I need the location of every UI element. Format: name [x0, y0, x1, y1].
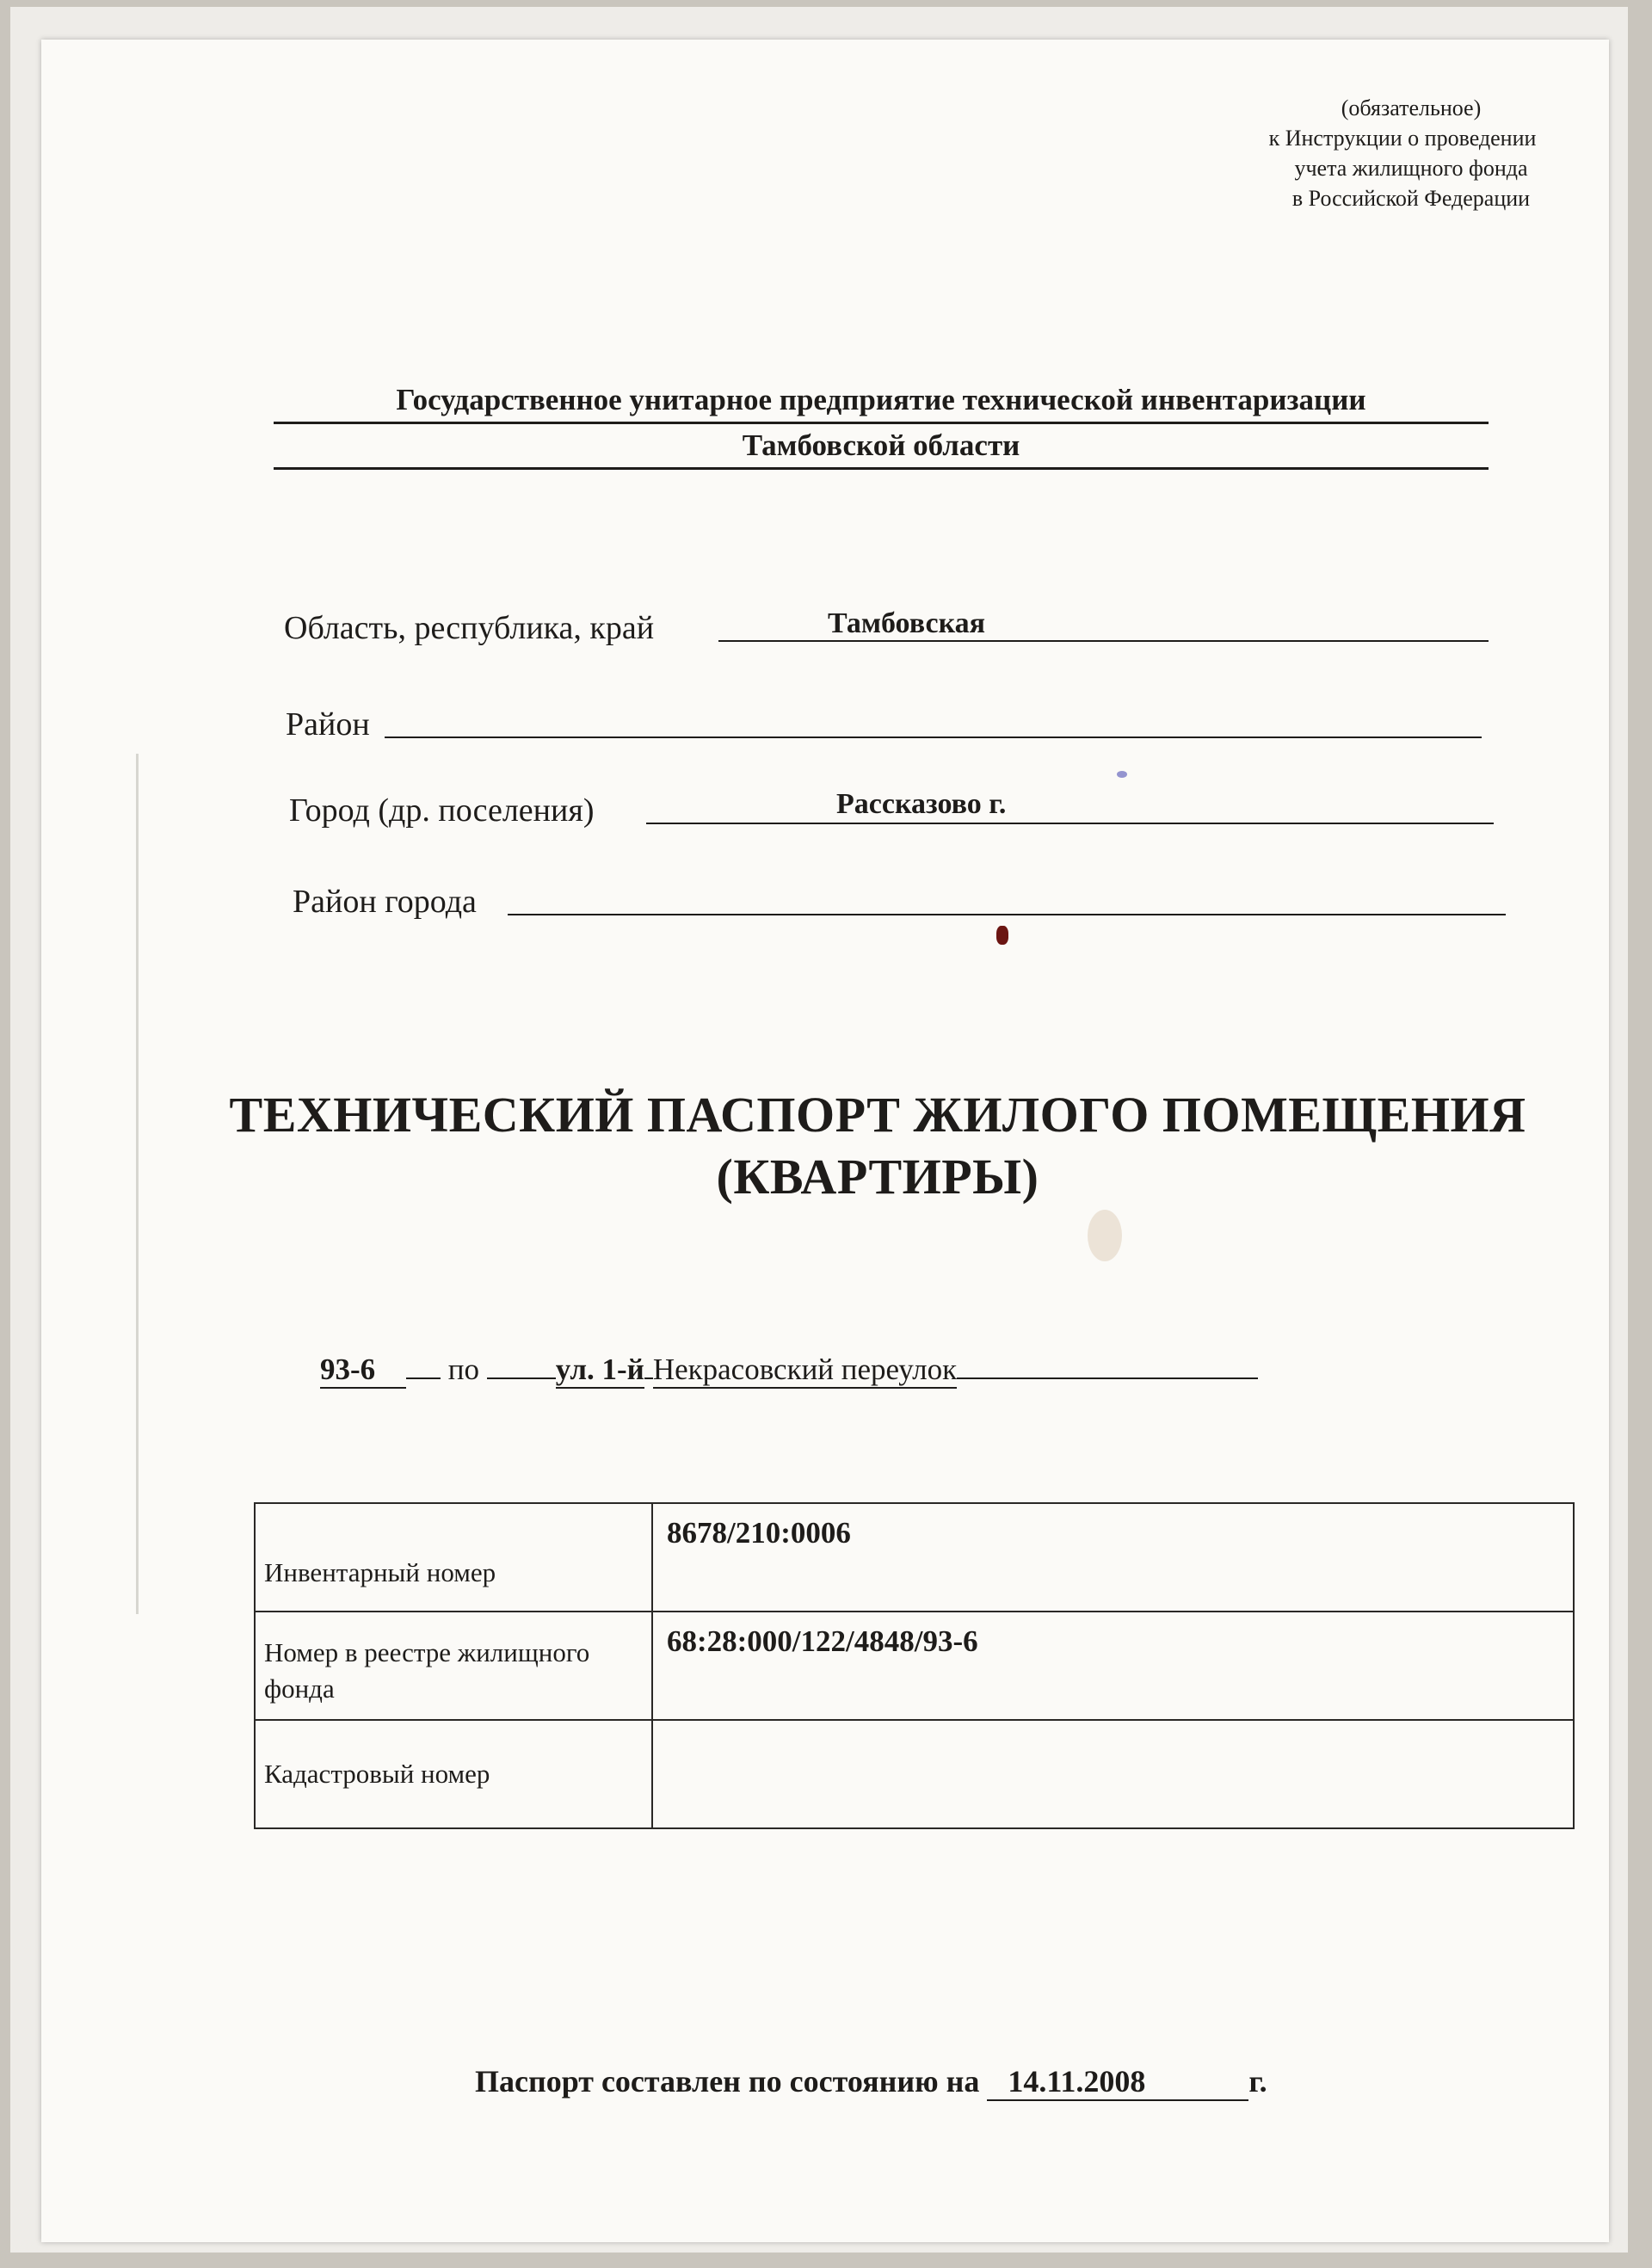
table-row [255, 1720, 1574, 1828]
row-value [652, 1720, 1574, 1828]
address-by: по [447, 1353, 479, 1386]
organization-line-2: Тамбовской области [274, 424, 1489, 470]
row-label: Номер в реестре жилищного фонда [255, 1612, 652, 1720]
city-district-label: Район города [293, 884, 477, 920]
city-label: Город (др. поселения) [289, 792, 595, 829]
document-title [146, 1084, 1609, 1208]
street-tail-blank [957, 1377, 1258, 1379]
street-name: Некрасовский переулок [653, 1353, 957, 1389]
row-label: Инвентарный номер [255, 1503, 652, 1612]
fold-crease [136, 754, 139, 1614]
street-type: ул. 1-й [556, 1353, 644, 1389]
footer-line [475, 2063, 1267, 2101]
row-value: 8678/210:0006 [652, 1503, 1574, 1612]
note-line: в Российской Федерации [1291, 186, 1531, 211]
address-line [320, 1353, 1258, 1389]
street-gap [644, 1377, 653, 1379]
title-line-1: ТЕХНИЧЕСКИЙ ПАСПОРТ ЖИЛОГО ПОМЕЩЕНИЯ [229, 1087, 1526, 1143]
city-field [289, 785, 1494, 829]
footer-suffix: г. [1248, 2064, 1267, 2099]
table-row [255, 1612, 1574, 1720]
district-label: Район [286, 706, 370, 743]
note-line: (обязательное) [1341, 96, 1482, 120]
street-prefix-blank [487, 1377, 556, 1379]
city-value: Рассказово г. [836, 788, 1007, 820]
region-value: Тамбовская [828, 607, 986, 639]
row-label: Кадастровый номер [255, 1720, 652, 1828]
district-underline [385, 736, 1482, 738]
house-number: 93-6 [320, 1353, 376, 1386]
stain-mark [1117, 771, 1127, 778]
table-row [255, 1503, 1574, 1612]
house-number-blank [320, 1353, 406, 1389]
organization-line-1: Государственное унитарное предприятие технической инвентаризации [274, 379, 1489, 424]
stain-mark [996, 926, 1008, 945]
region-label: Область, республика, край [284, 610, 655, 646]
district-field [286, 699, 1482, 743]
region-underline [718, 640, 1489, 642]
header-note [1187, 93, 1635, 213]
note-line: к Инструкции о проведении [1268, 126, 1537, 151]
city-underline [646, 823, 1494, 824]
footer-text: Паспорт составлен по состоянию на [475, 2064, 980, 2099]
title-line-2: (КВАРТИРЫ) [716, 1149, 1039, 1205]
stain-mark [1088, 1210, 1122, 1261]
city-district-underline [508, 914, 1506, 915]
row-value: 68:28:000/122/4848/93-6 [652, 1612, 1574, 1720]
organization-title [274, 379, 1489, 470]
footer-date: 14.11.2008 [987, 2063, 1248, 2101]
registry-table [254, 1502, 1575, 1829]
region-field [284, 602, 1489, 647]
note-line: учета жилищного фонда [1294, 156, 1528, 181]
city-district-field [293, 876, 1506, 921]
house-number-tail [406, 1377, 441, 1379]
